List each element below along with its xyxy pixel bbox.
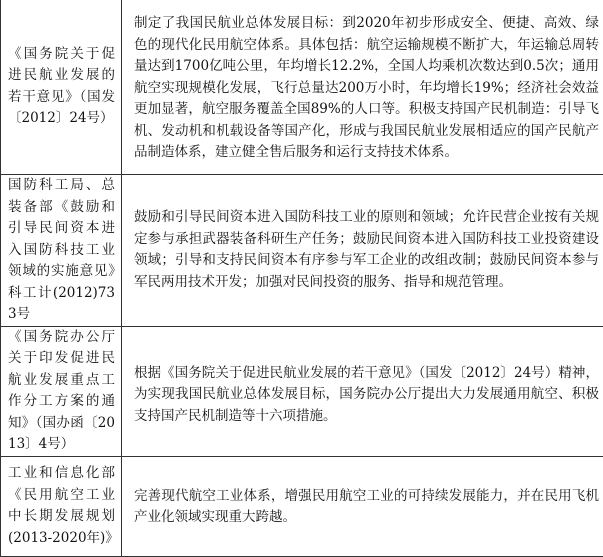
policy-title: 工业和信息化部《民用航空工业中长期发展规划(2013-2020年)》: [1, 463, 121, 549]
policy-content: 根据《国务院关于促进民航业发展的若干意见》（国发〔2012〕24号）精神，为实现我国民航业总体发展目标，国务院办公厅提出大力发展通用航空、积极支持国产民机制造等十六项措施。: [122, 355, 603, 428]
table-row: [1, 326, 603, 456]
policy-content: 完善现代航空工业体系，增强民用航空工业的可持续发展能力，并在民用飞机产业化领域实现重大跨越。: [122, 484, 603, 529]
policy-content: 制定了我国民航业总体发展目标：到2020年初步形成安全、便捷、高效、绿色的现代化民用航空体系。具体包括：航空运输规模不断扩大，年运输总周转量达到1700亿吨公里，年均增长12.2%，全国人均乘机次数达到0.5次；通用航空实现规模化发展，飞行总量达200万小时，年均增长19%；经济社会效益更加显著，航空服务覆盖全国89%的人口等。积极支持国产民机制造：引导飞机、发动机和机载设备等国产化，形成与我国民航业发展相适应的国产民航产品制造体系，建立健全售后服务和运行支持技术体系。: [122, 9, 603, 164]
policy-title-cell: [1, 175, 122, 327]
policy-content-cell: [122, 175, 603, 327]
policy-title: 《国务院关于促进民航业发展的若干意见》（国发〔2012〕24号）: [1, 44, 121, 130]
policy-title-cell: [1, 0, 122, 175]
policy-title-cell: [1, 456, 122, 556]
policy-content: 鼓励和引导民间资本进入国防科技工业的原则和领域；允许民营企业按有关规定参与承担武器装备科研生产任务；鼓励民间资本进入国防科技工业投资建设领域；引导和支持民间资本有序参与军工企业的改组改制；鼓励民间资本参与军民两用技术开发；加强对民间投资的服务、指导和规范管理。: [122, 207, 603, 293]
policy-title: 《国务院办公厅关于印发促进民航业发展重点工作分工方案的通知》（国办函〔2013〕4号）: [1, 327, 121, 456]
table-row: [1, 456, 603, 556]
policy-content-cell: [122, 0, 603, 175]
policy-content-cell: [122, 326, 603, 456]
policy-title: 国防科工局、总装备部《鼓励和引导民间资本进入国防科技工业领域的实施意见》科工计(2012)733号: [1, 175, 121, 326]
table-row: [1, 175, 603, 327]
policy-content-cell: [122, 456, 603, 556]
table-row: [1, 0, 603, 175]
policy-title-cell: [1, 326, 122, 456]
